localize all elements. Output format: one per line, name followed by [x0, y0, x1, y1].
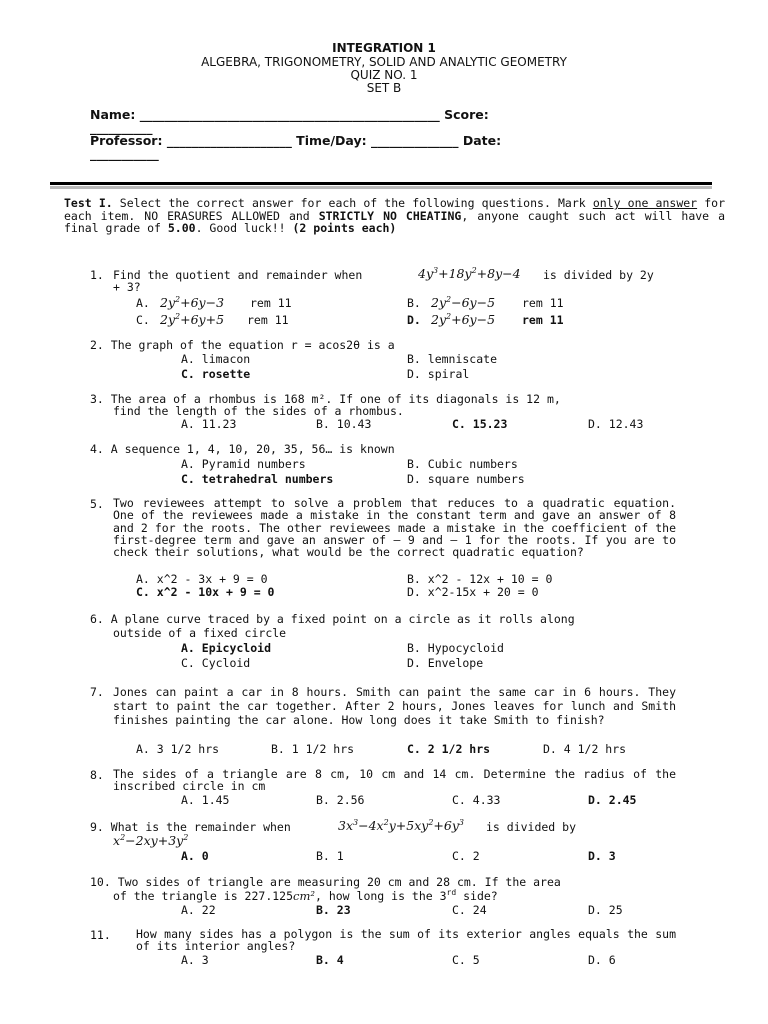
- exam-title: INTEGRATION 1: [332, 41, 436, 55]
- q7-choice-d: D. 4 1/2 hrs: [543, 742, 627, 756]
- q4-choice-d: D. square numbers: [407, 472, 525, 486]
- q9-stem-prefix: 9. What is the remainder when: [90, 820, 291, 834]
- q10-stem-line1: 10. Two sides of triangle are measuring 20 cm and 28 cm. If the area: [90, 875, 561, 889]
- q9-choice-a: A. 0: [181, 849, 209, 863]
- q6-choice-c: C. Cycloid: [181, 656, 251, 670]
- header-divider-shadow: [50, 186, 712, 189]
- q1-choice-c-expr: $2y^2+6y+5$: [160, 312, 225, 328]
- q9-choice-b: B. 1: [316, 849, 344, 863]
- q7-choice-a: A. 3 1/2 hrs: [136, 742, 220, 756]
- q2-choice-c: C. rosette: [181, 367, 251, 381]
- q3-stem-line1: 3. The area of a rhombus is 168 m². If one of its diagonals is 12 m,: [90, 392, 561, 406]
- q1-choice-d-label: D.: [407, 313, 421, 327]
- q11-choice-d: D. 6: [588, 953, 616, 967]
- q1-stem-line2: + 3?: [113, 280, 141, 294]
- q5-choice-c: C. x^2 - 10x + 9 = 0: [136, 585, 275, 599]
- q5-choice-d: D. x^2-15x + 20 = 0: [407, 585, 539, 599]
- q6-choice-d: D. Envelope: [407, 656, 484, 670]
- q3-choice-a: A. 11.23: [181, 417, 237, 431]
- q1-number: 1.: [90, 268, 104, 282]
- q9-choice-d: D. 3: [588, 849, 616, 863]
- exam-subtitle: ALGEBRA, TRIGONOMETRY, SOLID AND ANALYTIC GEOMETRY: [201, 55, 567, 69]
- q1-choice-a-label: A.: [136, 296, 150, 310]
- q10-choice-d: D. 25: [588, 903, 623, 917]
- q2-choice-b: B. lemniscate: [407, 352, 498, 366]
- q5-stem: Two reviewees attempt to solve a problem that reduces to a quadratic equation. One of the reviewees made a mistake in the constant term and gave an answer of 8 and 2 for the roots. The other reviewees made a mistake in the coefficient of the first-degree term and gave an answer of – 9 and – 1 for the roots. If you are to check their solutions, what would be the correct quadratic equation?: [113, 496, 676, 560]
- q1-choice-a-expr: $2y^2+6y-3$: [160, 295, 225, 311]
- q8-choice-b: B. 2.56: [316, 793, 365, 807]
- q11-stem: How many sides has a polygon is the sum of its exterior angles equals the sum of its interior angles?: [136, 927, 676, 954]
- q10-stem-line2: of the triangle is 227.125cm², how long is the 3rd side?: [113, 888, 498, 903]
- q3-choice-d: D. 12.43: [588, 417, 644, 431]
- set-label: SET B: [366, 81, 402, 95]
- q10-choice-b: B. 23: [316, 903, 351, 917]
- q5-number: 5.: [90, 497, 104, 511]
- quiz-number: QUIZ NO. 1: [350, 68, 418, 82]
- q6-choice-b: B. Hypocycloid: [407, 641, 504, 655]
- q4-stem: 4. A sequence 1, 4, 10, 20, 35, 56… is known: [90, 442, 395, 456]
- q9-divisor: $x^2-2xy+3y^2$: [113, 833, 189, 849]
- score-blank: __________: [90, 120, 153, 135]
- date-blank: ___________: [90, 146, 159, 161]
- q7-choice-c: C. 2 1/2 hrs: [407, 742, 491, 756]
- q1-choice-b-rem: rem 11: [522, 296, 564, 310]
- q6-choice-a: A. Epicycloid: [181, 641, 272, 655]
- q2-choice-a: A. limacon: [181, 352, 251, 366]
- q10-area-unit: cm²: [293, 888, 315, 903]
- name-score-line: Name: ________________________________________________ Score:: [90, 107, 489, 122]
- q8-choice-c: C. 4.33: [452, 793, 501, 807]
- q8-choice-a: A. 1.45: [181, 793, 230, 807]
- q11-number: 11.: [90, 928, 111, 942]
- q5-choice-a: A. x^2 - 3x + 9 = 0: [136, 572, 268, 586]
- q1-choice-d-rem: rem 11: [522, 313, 564, 327]
- q3-choice-b: B. 10.43: [316, 417, 372, 431]
- q7-stem: Jones can paint a car in 8 hours. Smith can paint the same car in 6 hours. They start to paint the car together. After 2 hours, Jones leaves for lunch and Smith finishes painting the car alone. How long does it take Smith to finish?: [113, 685, 676, 728]
- header-divider: [50, 182, 712, 185]
- test-instructions: Test I. Select the correct answer for each of the following questions. Mark only one answer for each item. NO ERASURES ALLOWED and STRICTLY NO CHEATING, anyone caught such act will have a final grade of 5.00. Good luck!! (2 points each): [64, 196, 725, 236]
- professor-time-date-line: Professor: ____________________ Time/Day: ______________ Date:: [90, 133, 502, 148]
- q6-stem-line1: 6. A plane curve traced by a fixed point on a circle as it rolls along: [90, 612, 575, 626]
- q6-stem-line2: outside of a fixed circle: [113, 626, 287, 640]
- q5-choice-b: B. x^2 - 12x + 10 = 0: [407, 572, 553, 586]
- q11-choice-b: B. 4: [316, 953, 344, 967]
- q1-choice-b-label: B.: [407, 296, 421, 310]
- q9-polynomial: $3x^3-4x^2y+5xy^2+6y^3$: [338, 818, 465, 834]
- q9-choice-c: C. 2: [452, 849, 480, 863]
- q4-choice-c: C. tetrahedral numbers: [181, 472, 334, 486]
- q11-choice-c: C. 5: [452, 953, 480, 967]
- q9-stem-suffix: is divided by: [486, 820, 577, 834]
- q1-choice-d-expr: $2y^2+6y-5$: [431, 312, 496, 328]
- q10-choice-c: C. 24: [452, 903, 487, 917]
- q10-choice-a: A. 22: [181, 903, 216, 917]
- q1-stem-prefix: Find the quotient and remainder when: [113, 268, 363, 282]
- q3-choice-c: C. 15.23: [452, 417, 508, 431]
- q2-choice-d: D. spiral: [407, 367, 470, 381]
- q1-choice-a-rem: rem 11: [250, 296, 292, 310]
- q7-choice-b: B. 1 1/2 hrs: [271, 742, 355, 756]
- q2-stem: 2. The graph of the equation r = acos2θ is a: [90, 338, 395, 352]
- q8-stem: The sides of a triangle are 8 cm, 10 cm and 14 cm. Determine the radius of the inscribed circle in cm: [113, 767, 676, 794]
- q8-choice-d: D. 2.45: [588, 793, 637, 807]
- q1-stem-suffix: is divided by 2y: [543, 268, 654, 282]
- q4-choice-b: B. Cubic numbers: [407, 457, 518, 471]
- q8-number: 8.: [90, 768, 104, 782]
- q1-choice-b-expr: $2y^2-6y-5$: [431, 295, 496, 311]
- q1-choice-c-label: C.: [136, 313, 150, 327]
- q4-choice-a: A. Pyramid numbers: [181, 457, 306, 471]
- q1-polynomial: $4y^3+18y^2+8y-4$: [418, 266, 521, 282]
- q1-choice-c-rem: rem 11: [247, 313, 289, 327]
- q7-number: 7.: [90, 685, 104, 699]
- q11-choice-a: A. 3: [181, 953, 209, 967]
- q3-stem-line2: find the length of the sides of a rhombus.: [113, 404, 404, 418]
